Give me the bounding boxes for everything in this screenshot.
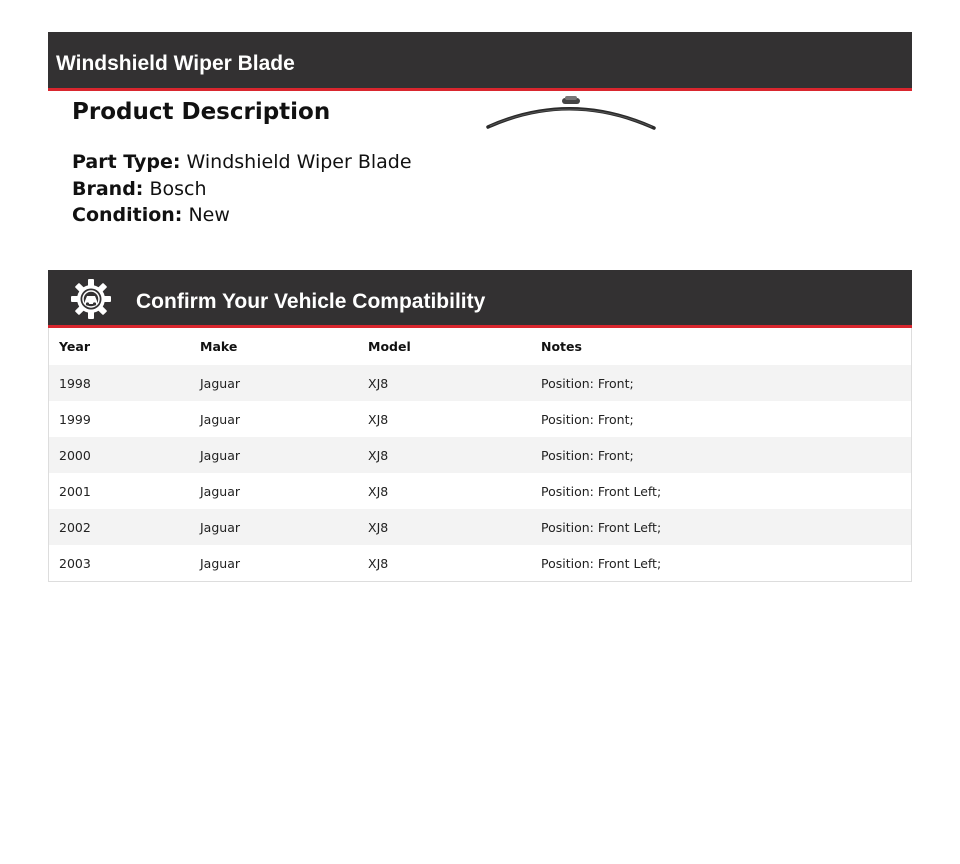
product-title: Windshield Wiper Blade: [56, 52, 295, 75]
cell-make: Jaguar: [190, 365, 358, 401]
compatibility-table-container: [48, 328, 912, 582]
table-row: [49, 401, 911, 437]
table-row: [49, 509, 911, 545]
cell-model: XJ8: [358, 509, 531, 545]
cell-year: 2001: [49, 473, 190, 509]
cell-notes: Position: Front Left;: [531, 545, 911, 581]
cell-model: XJ8: [358, 365, 531, 401]
spec-condition: [72, 202, 472, 229]
cell-make: Jaguar: [190, 545, 358, 581]
spec-value: Bosch: [149, 177, 207, 200]
cell-make: Jaguar: [190, 401, 358, 437]
description-heading: Product Description: [72, 99, 331, 125]
compatibility-title: Confirm Your Vehicle Compatibility: [136, 290, 486, 313]
spec-value: Windshield Wiper Blade: [186, 151, 412, 173]
spec-value: New: [188, 204, 230, 226]
spec-list: [72, 149, 472, 229]
spec-label: Condition:: [72, 204, 183, 226]
spec-label: Part Type:: [72, 151, 181, 173]
product-title-bar: [48, 32, 912, 91]
table-header-row: [49, 328, 911, 365]
spec-part-type: [72, 149, 472, 176]
cell-year: 2003: [49, 545, 190, 581]
cell-year: 1999: [49, 401, 190, 437]
cell-year: 2002: [49, 509, 190, 545]
column-header-model: Model: [368, 339, 411, 354]
cell-make: Jaguar: [190, 437, 358, 473]
cell-year: 1998: [49, 365, 190, 401]
table-row: [49, 545, 911, 581]
product-description: [72, 95, 472, 229]
spec-label: Brand:: [72, 177, 144, 200]
gear-car-icon: [70, 278, 112, 320]
table-row: [49, 473, 911, 509]
cell-model: XJ8: [358, 437, 531, 473]
cell-notes: Position: Front Left;: [531, 509, 911, 545]
table-row: [49, 365, 911, 401]
compatibility-bar: [48, 270, 912, 328]
cell-model: XJ8: [358, 401, 531, 437]
cell-notes: Position: Front;: [531, 437, 911, 473]
cell-notes: Position: Front Left;: [531, 473, 911, 509]
compatibility-table: [49, 328, 911, 581]
table-row: [49, 437, 911, 473]
cell-model: XJ8: [358, 473, 531, 509]
cell-notes: Position: Front;: [531, 365, 911, 401]
cell-model: XJ8: [358, 545, 531, 581]
spec-brand: [72, 176, 472, 203]
cell-year: 2000: [49, 437, 190, 473]
column-header-notes: Notes: [541, 339, 582, 354]
column-header-make: Make: [200, 339, 238, 354]
cell-make: Jaguar: [190, 509, 358, 545]
column-header-year: Year: [59, 339, 90, 354]
wiper-blade-image: [484, 94, 658, 134]
cell-make: Jaguar: [190, 473, 358, 509]
cell-notes: Position: Front;: [531, 401, 911, 437]
